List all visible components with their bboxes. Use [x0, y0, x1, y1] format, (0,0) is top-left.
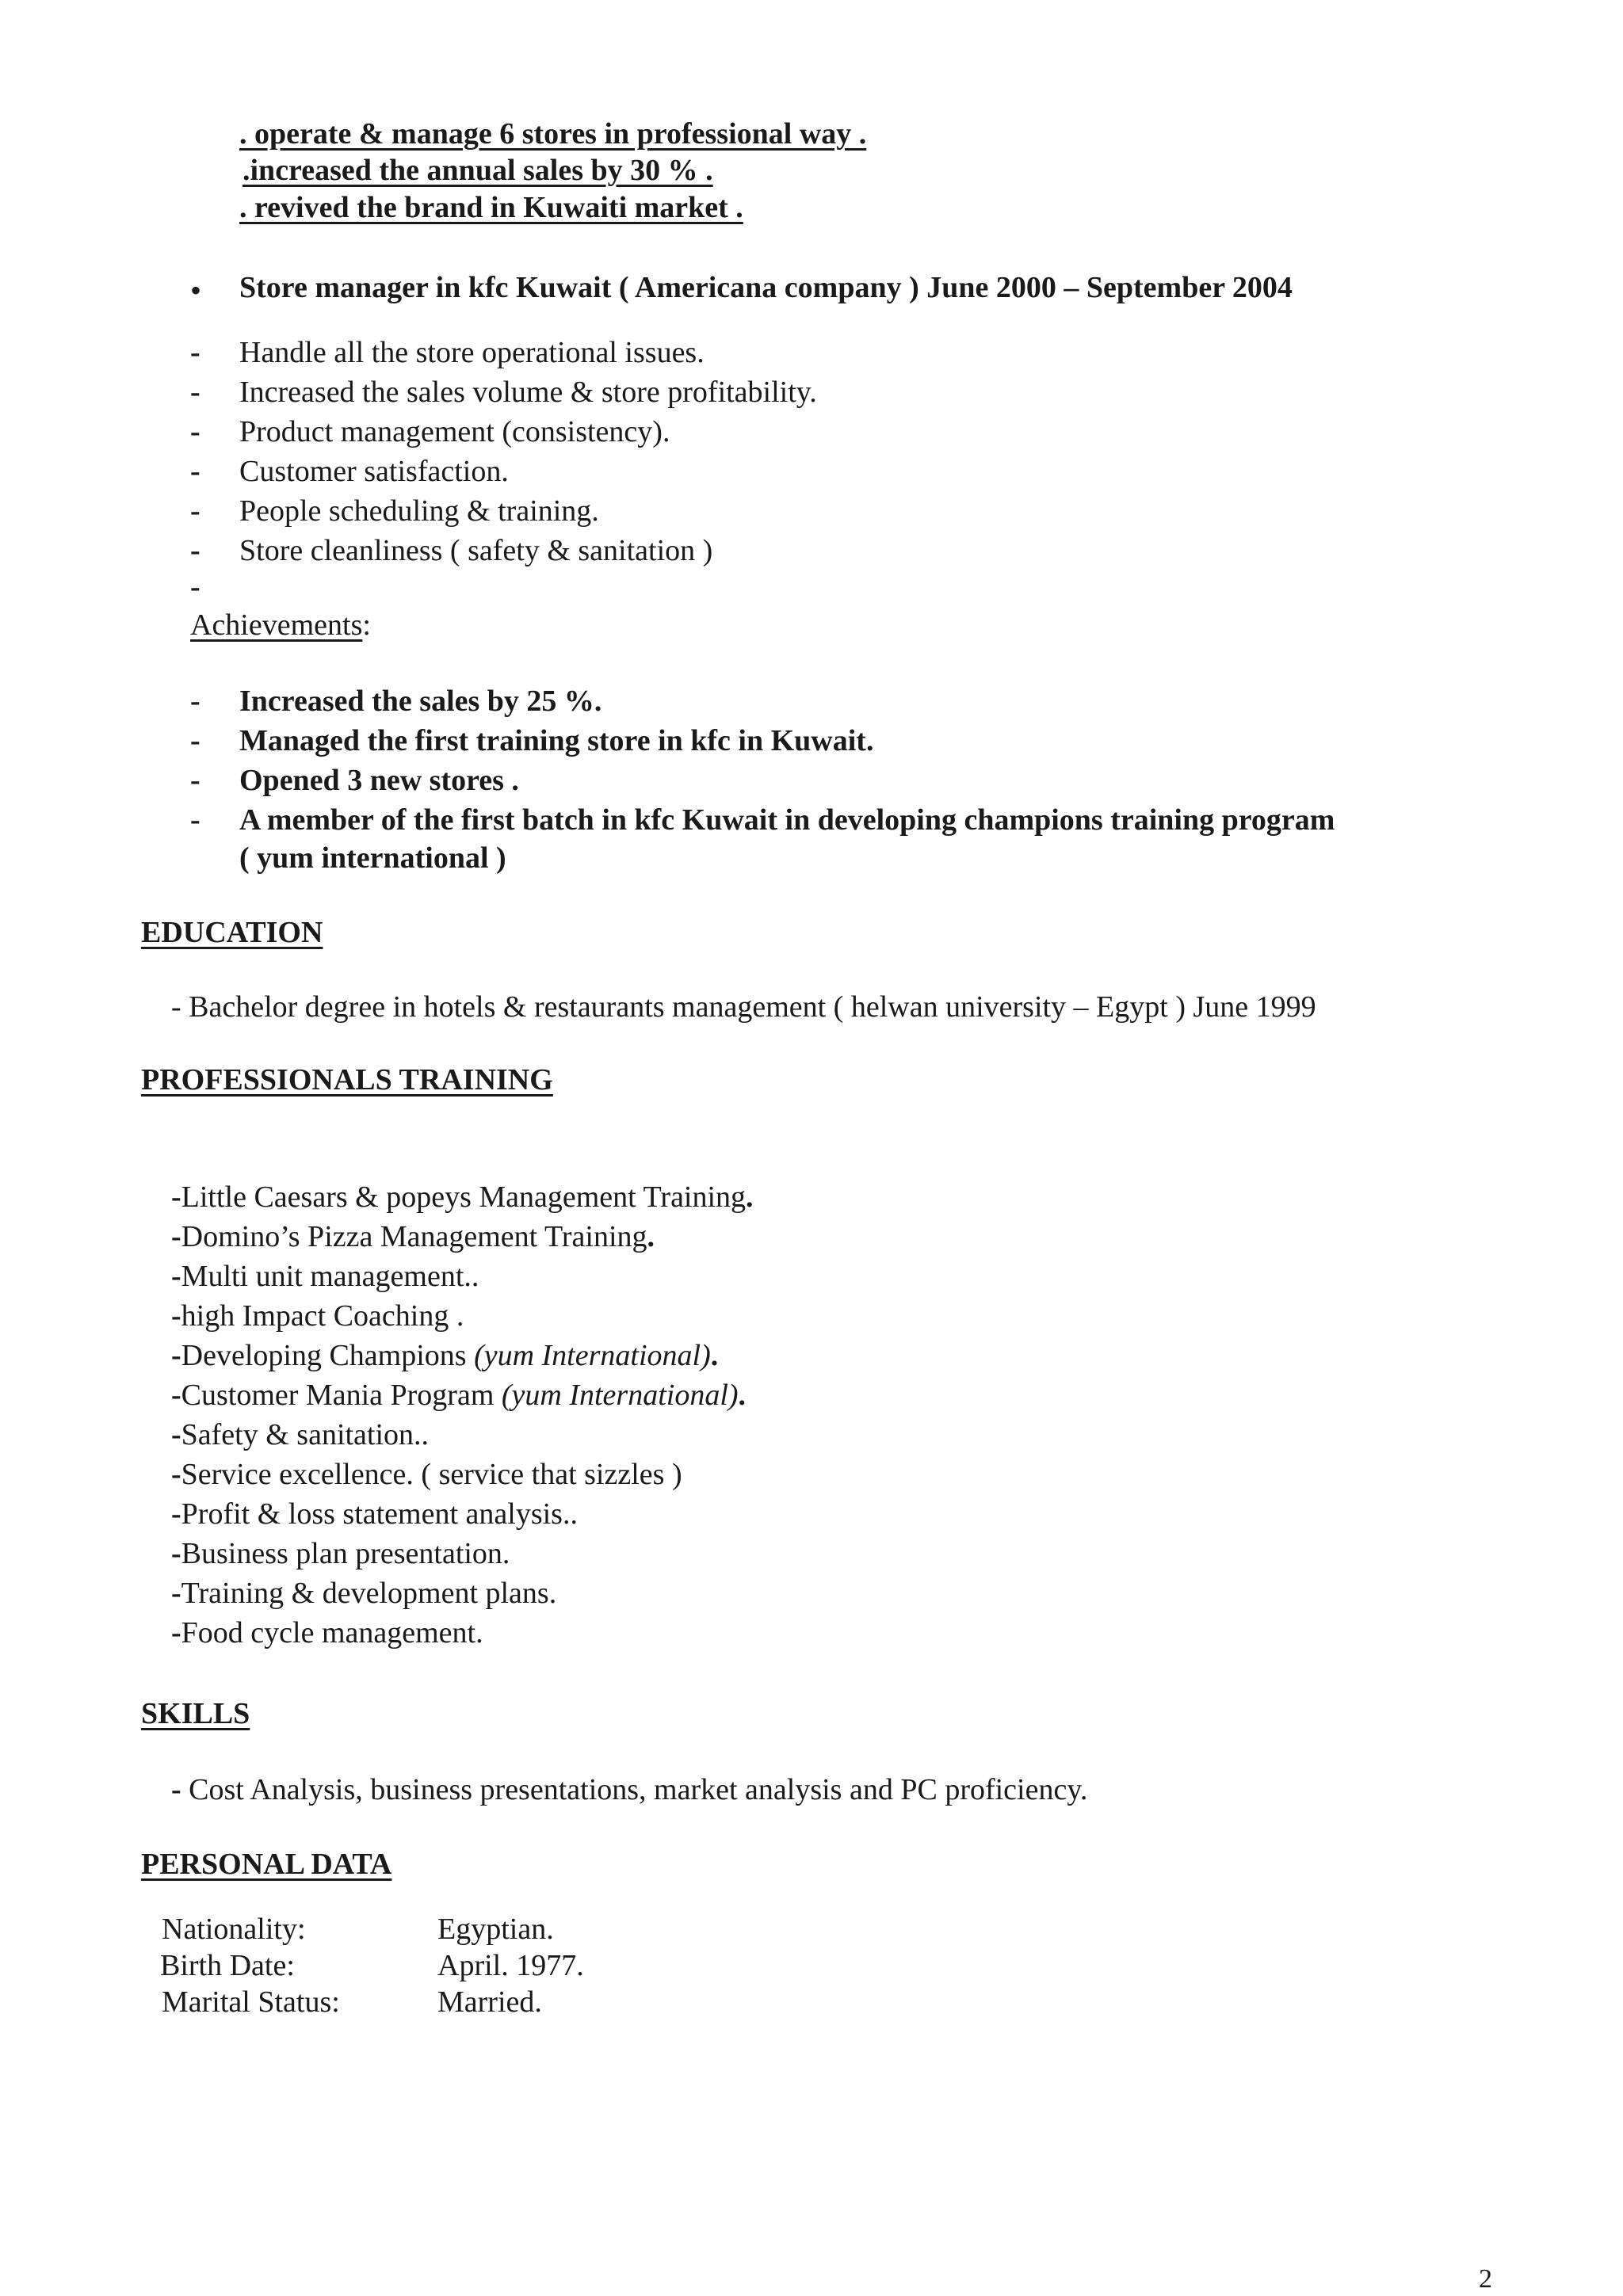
training-text: Service excellence. ( service that sizzles )	[181, 1458, 682, 1491]
training-end: .	[710, 1339, 719, 1372]
skills-text: Cost Analysis, business presentations, market analysis and PC proficiency.	[189, 1773, 1088, 1806]
training-item	[171, 1182, 754, 1212]
education-item: - Bachelor degree in hotels & restaurants management ( helwan university – Egypt ) June 1999	[171, 990, 1316, 1024]
dash-marker: -	[171, 1379, 181, 1412]
training-item	[171, 1499, 578, 1529]
personal-heading: PERSONAL DATA	[141, 1848, 392, 1881]
achievements-heading-text: Achievements	[190, 608, 363, 642]
training-end: .	[746, 1180, 754, 1214]
dash-marker: -	[190, 534, 200, 567]
duty-item: Increased the sales volume & store profitability.	[239, 376, 817, 409]
dash-marker: -	[190, 415, 200, 448]
training-text: Business plan presentation.	[181, 1537, 510, 1570]
dash-marker: -	[171, 1537, 181, 1570]
achievement-item: Opened 3 new stores .	[239, 764, 519, 797]
personal-label: Marital Status:	[162, 1985, 340, 2019]
training-text: Training & development plans.	[181, 1577, 557, 1610]
dash-marker: -	[190, 494, 200, 528]
training-end: .	[738, 1379, 747, 1412]
achievement-item: Increased the sales by 25 %.	[239, 685, 602, 718]
skills-heading: SKILLS	[141, 1697, 250, 1730]
dash-marker: -	[190, 570, 200, 604]
training-item	[171, 1380, 746, 1410]
personal-label: Birth Date:	[160, 1949, 295, 1982]
training-heading: PROFESSIONALS TRAINING	[141, 1063, 553, 1097]
training-text: Food cycle management.	[181, 1616, 483, 1650]
page-number: 2	[1479, 2264, 1492, 2294]
intro-achievement: .increased the annual sales by 30 % .	[242, 154, 713, 187]
achievement-item: Managed the first training store in kfc in Kuwait.	[239, 724, 874, 757]
training-text: high Impact Coaching .	[181, 1299, 464, 1333]
training-end: .	[647, 1220, 655, 1253]
training-item	[171, 1420, 429, 1450]
dash-marker: -	[171, 1773, 181, 1806]
training-text: Customer Mania Program	[181, 1379, 502, 1412]
training-text: Developing Champions	[181, 1339, 475, 1372]
dash-marker: -	[190, 685, 200, 718]
duty-item: Handle all the store operational issues.	[239, 336, 705, 369]
dash-marker: -	[190, 724, 200, 757]
intro-achievement: . operate & manage 6 stores in professional way .	[239, 117, 867, 151]
achievement-item: A member of the first batch in kfc Kuwait in developing champions training program	[239, 803, 1335, 837]
duty-item: People scheduling & training.	[239, 494, 599, 528]
training-text: Multi unit management..	[181, 1260, 479, 1293]
personal-value: Married.	[437, 1985, 542, 2019]
dash-marker: -	[171, 1616, 181, 1650]
training-italic: (yum International)	[501, 1379, 739, 1412]
duty-item: Customer satisfaction.	[239, 455, 509, 488]
dash-marker: -	[171, 1497, 181, 1531]
dash-marker: -	[190, 455, 200, 488]
education-heading: EDUCATION	[141, 916, 323, 949]
dash-marker: -	[171, 1577, 181, 1610]
dash-marker: -	[171, 1458, 181, 1491]
training-item	[171, 1459, 682, 1489]
bullet-icon: •	[190, 273, 202, 308]
achievements-colon: :	[362, 608, 371, 642]
training-item	[171, 1618, 483, 1648]
training-text: Profit & loss statement analysis..	[181, 1497, 578, 1531]
achievements-heading	[190, 610, 371, 640]
personal-value: April. 1977.	[437, 1949, 584, 1982]
training-item	[171, 1578, 556, 1608]
dash-marker: -	[171, 1339, 181, 1372]
personal-value: Egyptian.	[437, 1913, 554, 1946]
dash-marker: -	[190, 336, 200, 369]
dash-marker: -	[171, 1220, 181, 1253]
dash-marker: -	[171, 1418, 181, 1451]
personal-label: Nationality:	[162, 1913, 306, 1946]
training-item	[171, 1301, 464, 1331]
duty-item: Store cleanliness ( safety & sanitation )	[239, 534, 713, 567]
training-text: Little Caesars & popeys Management Training	[181, 1180, 747, 1214]
duty-item: Product management (consistency).	[239, 415, 670, 448]
training-item	[171, 1261, 479, 1291]
skills-item	[171, 1775, 1087, 1805]
training-item	[171, 1539, 510, 1569]
training-item	[171, 1341, 718, 1371]
dash-marker: -	[190, 376, 200, 409]
dash-marker: -	[190, 764, 200, 797]
training-text: Domino’s Pizza Management Training	[181, 1220, 647, 1253]
achievement-continuation: ( yum international )	[239, 841, 506, 875]
dash-marker: -	[171, 1260, 181, 1293]
dash-marker: -	[190, 803, 200, 837]
intro-achievement: . revived the brand in Kuwaiti market .	[239, 191, 743, 224]
dash-marker: -	[171, 1299, 181, 1333]
training-italic: (yum International)	[474, 1339, 711, 1372]
job-title: Store manager in kfc Kuwait ( Americana company ) June 2000 – September 2004	[239, 271, 1293, 304]
training-item	[171, 1222, 655, 1252]
training-text: Safety & sanitation..	[181, 1418, 430, 1451]
dash-marker: -	[171, 1180, 181, 1214]
